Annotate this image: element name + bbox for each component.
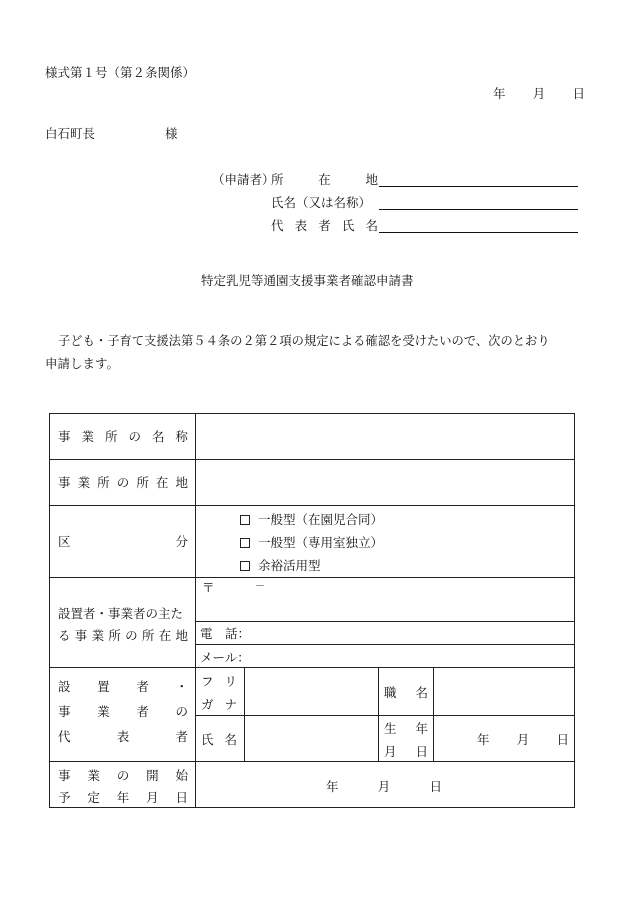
applicant-address-label: [271, 174, 378, 187]
category-label: [58, 536, 188, 549]
label-char: 生: [384, 721, 397, 736]
label-char: 所: [104, 429, 118, 444]
label-char: 代: [271, 218, 284, 233]
label-char: 日: [415, 744, 428, 759]
label-char: 者: [318, 218, 331, 233]
label-char: 年: [116, 790, 130, 805]
office-name-field[interactable]: [197, 416, 571, 458]
label-char: 業: [81, 429, 94, 444]
rep-label-line1: [58, 681, 188, 694]
label-char: 事: [58, 704, 71, 719]
date-year-char: 年: [493, 86, 506, 101]
furigana-field[interactable]: [246, 669, 377, 714]
applicant-rep-label: [271, 220, 378, 233]
label-char: 業: [87, 768, 100, 783]
date-day-char: 日: [572, 86, 585, 101]
label-char: 置: [97, 679, 110, 694]
applicant-name-line[interactable]: [379, 209, 578, 210]
main-office-label-line2: [58, 630, 188, 643]
label-char: 予: [58, 790, 71, 805]
col-divider: [378, 667, 379, 761]
label-char: 名: [415, 685, 428, 700]
birth-date-field[interactable]: [477, 734, 569, 747]
rep-label-line2: [58, 706, 188, 719]
row-divider: [50, 761, 574, 762]
start-label-line2: [58, 792, 188, 805]
form-number: 様式第１号（第２条関係）: [45, 65, 196, 80]
label-char: 表: [294, 218, 308, 233]
row-divider: [195, 621, 574, 622]
category-option[interactable]: [240, 537, 383, 550]
label-char: フ: [201, 674, 214, 689]
row-divider: [50, 577, 574, 578]
date-char: 年: [326, 779, 339, 794]
checkbox[interactable]: [240, 561, 250, 571]
rep-label-line3: [58, 731, 188, 744]
start-label-line1: [58, 770, 188, 783]
furigana-label-line1: [201, 676, 237, 689]
applicant-rep-line[interactable]: [379, 232, 578, 233]
applicant-address-line[interactable]: [379, 186, 578, 187]
checkbox[interactable]: [240, 515, 250, 525]
mail-label: メール：: [200, 650, 250, 665]
label-char: 表: [116, 729, 130, 744]
date-char: 年: [477, 732, 490, 747]
label-char: 地: [175, 628, 188, 643]
date-month-char: 月: [532, 86, 546, 101]
position-field[interactable]: [435, 669, 572, 714]
row-divider: [50, 667, 574, 668]
label-char: 事: [58, 768, 71, 783]
office-name-label: [58, 431, 188, 444]
position-label: [384, 687, 428, 700]
label-char: 称: [175, 429, 188, 444]
label-char: ナ: [224, 697, 237, 712]
label-char: 事: [74, 628, 88, 643]
checkbox[interactable]: [240, 538, 250, 548]
label-char: ・: [175, 679, 188, 694]
applicant-prefix: （申請者）: [212, 172, 275, 187]
postal-mark: 〒: [202, 580, 215, 595]
document-title: 特定乳児等通園支援事業者確認申請書: [201, 273, 414, 288]
birth-label-line2: [384, 746, 428, 759]
label-char: 業: [77, 475, 91, 490]
label-char: 年: [415, 721, 428, 736]
label-char: る: [58, 628, 71, 643]
label-char: 始: [175, 768, 188, 783]
label-char: 設: [58, 679, 71, 694]
postal-dash: －: [255, 581, 265, 592]
label-char: 所: [108, 628, 121, 643]
date-line: [493, 88, 585, 101]
start-date-field[interactable]: [326, 781, 442, 794]
label-char: 分: [175, 534, 188, 549]
label-char: 月: [384, 744, 397, 759]
label-char: 所: [97, 475, 110, 490]
label-char: 日: [175, 790, 188, 805]
option-label: 一般型（在園児合同）: [258, 512, 384, 527]
label-char: 地: [365, 172, 378, 187]
body-text-line1: 子ども・子育て支援法第５４条の２第２項の規定による確認を受けたいので、次のとおり: [58, 334, 550, 348]
col-divider: [433, 667, 434, 761]
label-char: 在: [318, 172, 331, 187]
label-char: 区: [58, 534, 71, 549]
row-divider: [50, 459, 574, 460]
label-char: 業: [97, 704, 110, 719]
office-address-label: [58, 477, 188, 490]
furigana-label-line2: [201, 699, 237, 712]
row-divider: [195, 715, 574, 716]
label-char: 氏: [341, 218, 355, 233]
option-label: 余裕活用型: [258, 558, 321, 573]
label-char: 氏: [201, 732, 214, 747]
office-address-field[interactable]: [197, 462, 571, 504]
label-char: 月: [146, 790, 159, 805]
body-text-line2: 申請します。: [45, 356, 120, 371]
label-char: 名: [224, 732, 237, 747]
label-char: 開: [146, 768, 159, 783]
birth-label-line1: [384, 723, 428, 736]
main-office-label-line1: 設置者・事業者の主た: [58, 606, 184, 621]
row-divider: [195, 644, 574, 645]
date-char: 月: [377, 779, 391, 794]
label-char: 在: [155, 475, 169, 490]
applicant-name-label: 氏名（又は名称）: [271, 195, 372, 210]
rep-name-field[interactable]: [246, 717, 377, 760]
label-char: リ: [224, 674, 237, 689]
label-char: 者: [175, 729, 188, 744]
label-char: 代: [58, 729, 71, 744]
label-char: 在: [158, 628, 172, 643]
label-char: 事: [58, 429, 71, 444]
application-table: [49, 413, 575, 808]
label-char: 業: [91, 628, 105, 643]
category-option[interactable]: [240, 514, 383, 527]
label-char: の: [125, 628, 138, 643]
label-char: 者: [136, 679, 149, 694]
label-char: 所: [141, 628, 155, 643]
row-divider: [50, 505, 574, 506]
col-divider: [195, 414, 196, 807]
label-char: 所: [271, 172, 284, 187]
label-char: ガ: [201, 697, 214, 712]
name-label: [201, 734, 237, 747]
label-char: の: [116, 768, 130, 783]
date-char: 日: [429, 779, 442, 794]
label-char: 地: [175, 475, 188, 490]
label-char: 事: [58, 475, 71, 490]
label-char: の: [175, 704, 188, 719]
label-char: 名: [365, 218, 378, 233]
label-char: の: [128, 429, 141, 444]
label-char: 職: [384, 685, 397, 700]
label-char: の: [116, 475, 130, 490]
label-char: 定: [87, 790, 100, 805]
phone-label: 電 話：: [200, 626, 251, 641]
label-char: 所: [136, 475, 149, 490]
option-label: 一般型（専用室独立）: [258, 535, 384, 550]
recipient-name: 白石町長: [45, 126, 96, 141]
date-char: 月: [516, 732, 530, 747]
label-char: 者: [136, 704, 149, 719]
col-divider: [244, 667, 245, 761]
category-option[interactable]: [240, 560, 321, 573]
date-char: 日: [556, 732, 569, 747]
label-char: 名: [151, 429, 165, 444]
recipient-honorific: 様: [165, 126, 178, 141]
